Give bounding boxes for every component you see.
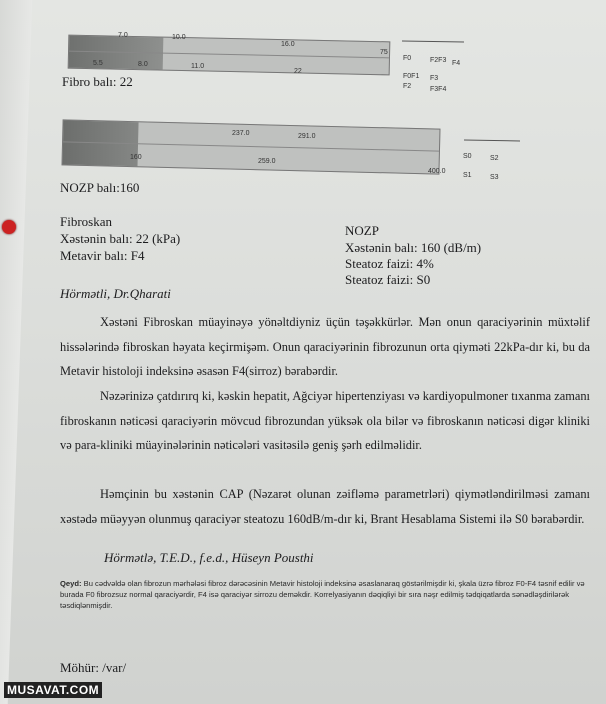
fibroscan-heading: Fibroskan xyxy=(60,214,112,229)
fibro-top-tick: 7.0 xyxy=(118,32,128,39)
legend-s3: S3 xyxy=(490,174,499,181)
legend-f3: F3 xyxy=(430,75,439,82)
body-paragraph-2: Nəzərinizə çatdırırq ki, kəskin hepatit, Ağciyər hipertenziyası və kardiyopulmoner tıxanma zamanı fibroskanın nəticəsi qaraciyərin mövcud fibrozundan yüksək ola bilər və fibroskanın nəticəsi digər kliniki və para-kliniki müayinələrinin nəticələri vasitəsilə geniş şərh edilməlidir. xyxy=(60,389,590,452)
legend-f2: F2 xyxy=(403,83,412,90)
footnote-label: Qeyd: xyxy=(60,579,82,588)
fibroscan-metavir-score: Metavir balı: F4 xyxy=(60,248,145,263)
nozp-bar xyxy=(61,119,440,174)
nozp-top-tick: 237.0 xyxy=(232,130,250,137)
signature: Hörmətlə, T.E.D., f.e.d., Hüseyn Pousthi xyxy=(104,550,314,565)
nozp-bottom-tick: 259.0 xyxy=(258,158,276,165)
seal-line: Möhür: /var/ xyxy=(60,660,127,675)
legend-f4: F4 xyxy=(452,60,461,67)
legend-f2f3: F2F3 xyxy=(430,57,447,64)
greeting: Hörmətli, Dr.Qharati xyxy=(60,286,171,301)
fibro-top-tick: 16.0 xyxy=(281,41,295,48)
nozp-score-label: NOZP balı:160 xyxy=(60,180,140,195)
nozp-top-tick: 291.0 xyxy=(298,133,316,140)
legend-f0f1: F0F1 xyxy=(403,73,420,80)
footnote xyxy=(60,578,590,611)
nozp-bottom-tick: 400.0 xyxy=(428,168,446,175)
fibro-bottom-tick: 22 xyxy=(294,68,302,75)
page-fold-shadow xyxy=(0,0,32,704)
steatosis-percent: Steatoz faizi: 4% xyxy=(345,256,434,271)
nozp-patient-score: Xəstənin balı: 160 (dB/m) xyxy=(345,240,482,255)
legend-f3f4: F3F4 xyxy=(430,86,447,93)
nozp-heading: NOZP xyxy=(345,223,379,238)
nozp-legend-rule xyxy=(464,140,520,142)
steatosis-grade: Steatoz faizi: S0 xyxy=(345,272,431,287)
fibro-bottom-tick: 11.0 xyxy=(191,63,205,70)
fibro-score-label: Fibro balı: 22 xyxy=(62,74,133,89)
legend-s1: S1 xyxy=(463,172,472,179)
fibroscan-patient-score: Xəstənin balı: 22 (kPa) xyxy=(60,231,181,246)
legend-f0: F0 xyxy=(403,55,412,62)
body-paragraph-1: Xəstəni Fibroskan müayinəyə yönəltdiyniz üçün təşəkkürlər. Mən onun qaraciyərinin müxtəlif hissələrində fibroskan həyata keçirmişəm. Onun qaraciyərinin fibrozunun orta qiyməti 22kPa-dır ki, bu da Metavir histoloji indeksinə əsasən F4(sirroz) bərabərdir. xyxy=(60,315,590,378)
legend-s0: S0 xyxy=(463,153,472,160)
fibro-bottom-tick: 5.5 xyxy=(93,60,103,67)
nozp-bottom-tick: 160 xyxy=(130,154,142,161)
fibro-bar xyxy=(68,35,391,76)
footnote-text: Bu cədvəldə olan fibrozun mərhələsi fibroz dərəcəsinin Metavir histoloji indeksinə əsaslanaraq göstərilmişdir ki, şkala üzrə fibroz F0-F4 təsnif edilir və burada F0 fibrozsuz normal qaraciyərdir, F4 isə qaraciyər sirrozu deməkdir. Korrelyasiyanın dəqiqliyi bir sıra nəşr edilmiş tədqiqatlarda sənədləşdirilərək təsdiqlənmişdir. xyxy=(60,579,585,610)
legend-s2: S2 xyxy=(490,155,499,162)
fibro-top-tick: 10.0 xyxy=(172,34,186,41)
body-paragraph-3: Həmçinin bu xəstənin CAP (Nəzarət olunan zəifləmə parametrləri) qiymətləndirilməsi zamanı xəstədə müəyyən olunmuş qaraciyər steatozu 160dB/m-dır ki, Brant Hesablama Sistemi ilə S0 bərabərdir. xyxy=(60,487,590,526)
red-pin-icon xyxy=(2,220,16,234)
fibro-legend-rule xyxy=(402,40,464,42)
fibro-bottom-tick: 8.0 xyxy=(138,61,148,68)
site-watermark: MUSAVAT.COM xyxy=(4,682,102,698)
fibro-end-tick: 75 xyxy=(380,49,388,56)
